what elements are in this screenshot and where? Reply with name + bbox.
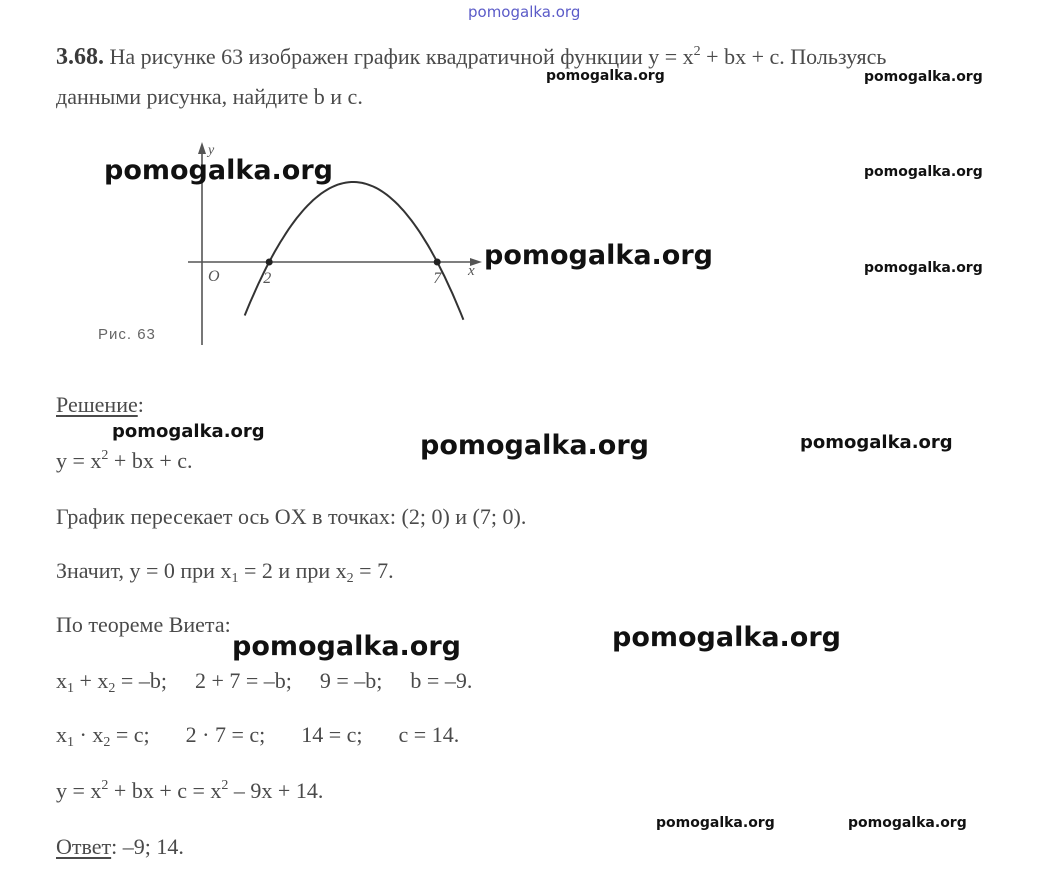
sum-line [56,668,472,694]
zeros-b: = 2 и при x [238,558,347,583]
product-line [56,722,459,748]
watermark-5: pomogalka.org [484,240,713,271]
equation-line [56,448,193,474]
problem-text-b: + bx + c. Пользуясь [700,44,887,69]
watermark-11: pomogalka.org [612,622,841,653]
solution-heading-line [56,392,144,418]
final-c: – 9x + 14. [228,778,324,803]
zeros-line [56,558,394,584]
watermark-10: pomogalka.org [232,631,461,662]
sum-step4: b = –9. [410,668,473,693]
final-line [56,778,323,804]
problem-line-2: данными рисунка, найдите b и c. [56,84,363,109]
final-exp1: 2 [101,778,109,793]
watermark-4: pomogalka.org [864,164,983,180]
final-a: y = x [56,778,102,803]
vieta-line: По теореме Виета: [56,612,231,637]
eq1-exp: 2 [101,448,109,463]
parabola-curve [245,182,464,320]
prod-dot: · x [74,722,104,747]
answer-label: Ответ [56,834,112,859]
root2-label: 7 [433,270,442,287]
watermark-9: pomogalka.org [800,432,953,453]
sum-sub1: 1 [67,681,74,696]
root1-label: 2 [263,270,272,287]
solution-heading: Решение [56,392,138,417]
origin-label: O [208,268,220,285]
problem-exp: 2 [693,44,701,59]
sum-plus: + x [74,668,109,693]
zeros-sub2: 2 [346,571,354,586]
top-watermark: pomogalka.org [468,3,581,21]
solution-heading-colon: : [137,392,144,417]
sum-step2: 2 + 7 = –b; [194,668,292,693]
answer-line [56,834,184,860]
prod-sub2: 2 [103,735,111,750]
prod-step2: 2 · 7 = c; [185,722,266,747]
root-point-7 [434,259,441,266]
answer-value: : –9; 14. [111,834,184,859]
x-axis-label: x [468,263,475,279]
watermark-13: pomogalka.org [848,815,967,831]
watermark-2: pomogalka.org [864,69,983,85]
watermark-8: pomogalka.org [420,430,649,461]
sum-sub2: 2 [108,681,116,696]
sum-x: x [56,668,67,693]
y-axis-arrow [198,142,206,154]
final-b: + bx + c = x [108,778,222,803]
root-point-2 [266,259,273,266]
final-exp2: 2 [221,778,229,793]
sum-eq: = –b; [115,668,167,693]
prod-step3: 14 = c; [301,722,363,747]
intersect-line: График пересекает ось OX в точках: (2; 0) и (7; 0). [56,504,527,529]
prod-step4: c = 14. [398,722,460,747]
watermark-12: pomogalka.org [656,815,775,831]
prod-eq: = c; [110,722,150,747]
y-axis-label: y [208,143,215,158]
sum-step3: 9 = –b; [319,668,383,693]
watermark-6: pomogalka.org [864,260,983,276]
watermark-3: pomogalka.org [104,155,333,186]
prod-sub1: 1 [67,735,74,750]
watermark-7: pomogalka.org [112,421,265,442]
watermark-1: pomogalka.org [546,68,665,84]
zeros-c: = 7. [353,558,394,583]
problem-text-a: На рисунке 63 изображен график квадратичной функции y = x [109,44,694,69]
eq1-a: y = x [56,448,102,473]
problem-line-1 [56,44,886,71]
prod-x: x [56,722,67,747]
problem-number: 3.68. [56,44,104,70]
zeros-sub1: 1 [231,571,239,586]
figure-caption: Рис. 63 [98,326,156,343]
zeros-a: Значит, y = 0 при x [56,558,232,583]
eq1-b: + bx + c. [108,448,193,473]
